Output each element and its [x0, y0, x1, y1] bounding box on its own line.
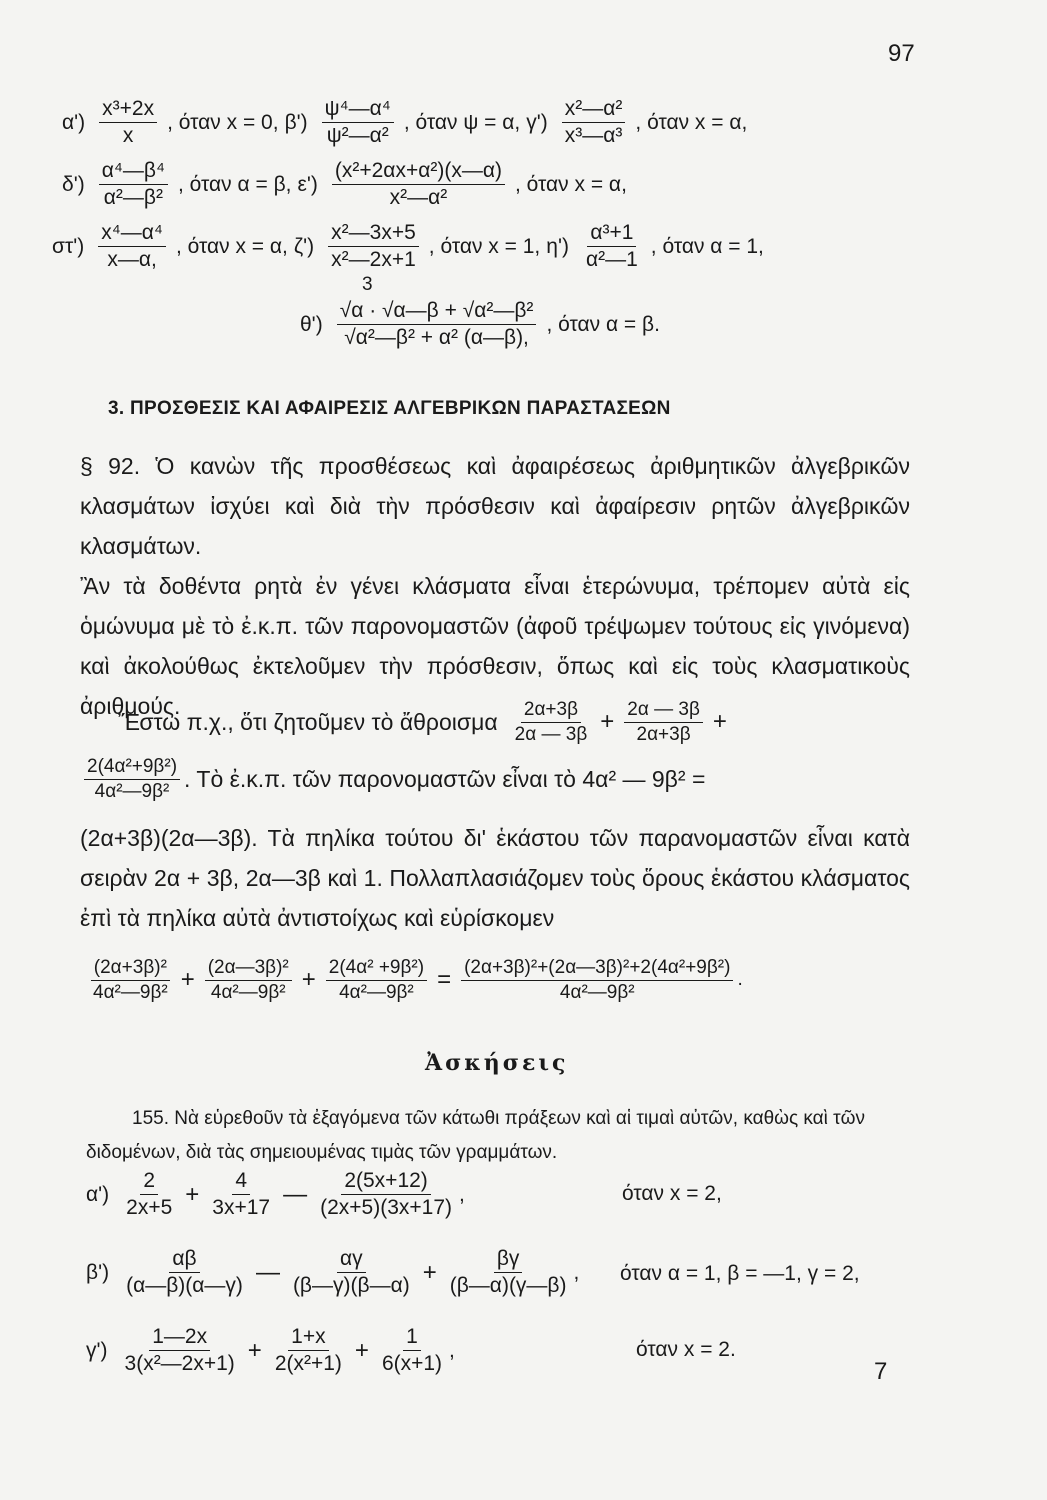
- fraction: [624, 700, 703, 745]
- denominator: 2α — 3β: [514, 723, 588, 745]
- denominator: 2(x²+1): [274, 1352, 342, 1376]
- numerator: (2α+3β)²+(2α—3β)²+2(4α²+9β²): [461, 958, 733, 981]
- numerator: 1: [403, 1326, 421, 1351]
- exercise-label: β'): [284, 110, 308, 134]
- fraction: [583, 222, 641, 271]
- fraction: [123, 1248, 246, 1297]
- plus-sign: +: [301, 966, 316, 994]
- numerator: α⁴—β⁴: [99, 160, 168, 185]
- fraction: [98, 222, 166, 271]
- denominator: 3(x²—2x+1): [124, 1352, 235, 1376]
- numerator: 2(4α² +9β²): [326, 958, 427, 981]
- exercise-label: η'): [546, 234, 569, 258]
- comma: ,: [459, 1182, 465, 1206]
- exercise-155-b: [86, 1248, 579, 1297]
- numerator: αγ: [337, 1248, 366, 1273]
- fraction: [317, 1170, 455, 1219]
- condition: , όταν x = α,: [175, 234, 288, 258]
- intro-row-3: [52, 222, 770, 271]
- numerator: βγ: [494, 1248, 523, 1273]
- paragraph-92: § 92. Ὁ κανὼν τῆς προσθέσεως καὶ ἀφαιρέσεως ἀριθμητικῶν ἀλγεβρικῶν κλασμάτων ἰσχύει καὶ διὰ τὴν πρόσθεσιν καὶ ἀφαίρεσιν ρητῶν ἀλγεβρικῶν κλασμάτων.: [80, 453, 910, 559]
- numerator: (2α—3β)²: [205, 958, 292, 981]
- fraction: [122, 1326, 238, 1375]
- denominator: 4α²—9β²: [339, 981, 414, 1003]
- footer-signature-mark: 7: [874, 1358, 888, 1385]
- example-continuation: (2α+3β)(2α—3β). Τὰ πηλίκα τούτου δι' ἑκάστου τῶν παρανομαστῶν εἶναι κατὰ σειρὰν 2α + 3β, 2α—3β καὶ 1. Πολλαπλασιάζομεν τοὺς ὅρους ἑκάστου κλάσματος ἐπὶ τὰ πηλίκα αὐτὰ ἀντιστοίχως καὶ εὑρίσκομεν: [80, 825, 910, 931]
- exercise-label: β'): [86, 1260, 110, 1284]
- exercise-label: ζ'): [293, 234, 315, 258]
- numerator: x²—3x+5: [328, 222, 419, 247]
- denominator: 6(x+1): [381, 1352, 443, 1376]
- plus-sign: +: [354, 1336, 369, 1364]
- plus-sign: +: [185, 1180, 200, 1208]
- numerator: αβ: [169, 1248, 199, 1273]
- intro-row-2: [62, 160, 633, 209]
- comma: ,: [449, 1338, 455, 1362]
- condition: , όταν x = 0,: [167, 110, 279, 134]
- paragraph-rule: Ἂν τὰ δοθέντα ρητὰ ἐν γένει κλάσματα εἶναι ἑτερώνυμα, τρέπομεν αὐτὰ εἰς ὁμώνυμα μὲ τὸ ἐ.κ.π. τῶν παρονομαστῶν (ἀφοῦ τρέψωμεν τούτους εἰς γινόμενα) καὶ ἀκολούθως ἐκτελοῦμεν τὴν πρόσθεσιν, ὅπως καὶ εἰς τοὺς κλασματικοὺς ἀριθμούς.: [80, 573, 910, 719]
- exercise-label: γ'): [526, 110, 548, 134]
- denominator: 2α+3β: [636, 723, 691, 745]
- fraction: [205, 958, 292, 1003]
- condition: , όταν x = α,: [514, 172, 627, 196]
- numerator: 2(4α²+9β²): [84, 757, 180, 780]
- fraction: [99, 160, 168, 209]
- denominator: α²—1: [585, 248, 638, 272]
- denominator: 4α²—9β²: [210, 981, 286, 1003]
- denominator: x: [122, 124, 134, 148]
- condition: , όταν α = 1,: [650, 234, 764, 258]
- numerator: 4: [232, 1170, 250, 1195]
- numerator: 2: [140, 1170, 158, 1195]
- example-intro: Ἔστω π.χ., ὅτι ζητοῦμεν τὸ ἄθροισμα: [118, 708, 498, 735]
- numerator: (x²+2αx+α²)(x—α): [332, 160, 505, 185]
- plus-sign: +: [180, 966, 195, 994]
- lcm-text: . Τὸ ἐ.κ.π. τῶν παρονομαστῶν εἶναι τὸ 4α² — 9β² =: [184, 765, 706, 792]
- example-line-2: [80, 757, 705, 802]
- fraction: [84, 757, 180, 802]
- fraction: [272, 1326, 345, 1375]
- plus-sign: +: [712, 708, 727, 736]
- fraction: [332, 160, 505, 209]
- numerator: (2α+3β)²: [91, 958, 170, 981]
- exercise-155-c: [86, 1326, 455, 1375]
- period: .: [737, 969, 743, 991]
- numerator: 2(5x+12): [341, 1170, 430, 1195]
- exercises-title: Ἀσκήσεις: [425, 1050, 569, 1076]
- denominator: ψ²—α²: [326, 124, 389, 148]
- denominator: (2x+5)(3x+17): [320, 1196, 453, 1220]
- condition: , όταν ψ = α,: [403, 110, 521, 134]
- condition: , όταν α = β,: [177, 172, 292, 196]
- result-equation: [86, 958, 743, 1003]
- condition: , όταν x = α,: [635, 110, 748, 134]
- fraction: [99, 98, 157, 147]
- minus-sign: —: [283, 1180, 308, 1208]
- condition: , όταν α = β.: [546, 312, 660, 336]
- denominator: 3x+17: [212, 1196, 271, 1220]
- denominator: (α—β)(α—γ): [126, 1274, 243, 1298]
- denominator: 2x+5: [126, 1196, 173, 1220]
- exercise-label: δ'): [62, 172, 85, 196]
- numerator: 2α+3β: [521, 700, 581, 723]
- exercise-155-a-condition: όταν x = 2,: [622, 1182, 722, 1205]
- fraction: [290, 1248, 413, 1297]
- denominator: √α²—β² + α² (α—β),: [344, 326, 529, 350]
- denominator: x—α,: [107, 248, 157, 272]
- denominator: (β—α)(γ—β): [449, 1274, 567, 1298]
- numerator: 2α — 3β: [624, 700, 703, 723]
- numerator: x²—α²: [562, 98, 626, 123]
- condition: , όταν x = 1,: [428, 234, 541, 258]
- fraction: [328, 222, 419, 271]
- intro-row-1: [62, 98, 753, 147]
- fraction: [209, 1170, 273, 1219]
- plus-sign: +: [247, 1336, 262, 1364]
- fraction: [512, 700, 591, 745]
- plus-sign: +: [600, 708, 615, 736]
- fraction: [123, 1170, 175, 1219]
- exercise-label: γ'): [86, 1338, 108, 1362]
- numerator: α³+1: [587, 222, 636, 247]
- exercise-label: α'): [62, 110, 86, 134]
- numerator: x³+2x: [99, 98, 157, 123]
- denominator: x²—2x+1: [331, 248, 416, 272]
- root-index: 3: [362, 274, 373, 295]
- minus-sign: —: [255, 1258, 280, 1286]
- exercise-label: θ'): [300, 312, 323, 336]
- intro-row-4: [300, 300, 666, 349]
- exercise-155-text: 155. Νὰ εὑρεθοῦν τὰ ἐξαγόμενα τῶν κάτωθι πράξεων καὶ αἱ τιμαὶ αὐτῶν, καθὼς καὶ τῶν διδομένων, διὰ τὰς σημειουμένας τιμὰς τῶν γραμμάτων.: [86, 1108, 866, 1163]
- fraction: [447, 1248, 570, 1297]
- fraction: [322, 98, 394, 147]
- denominator: 4α²—9β²: [93, 981, 168, 1003]
- comma: ,: [573, 1260, 580, 1284]
- denominator: (β—γ)(β—α): [292, 1274, 410, 1298]
- numerator: 1+x: [288, 1326, 328, 1351]
- exercise-155-c-condition: όταν x = 2.: [636, 1338, 736, 1361]
- fraction: [379, 1326, 445, 1375]
- plus-sign: +: [422, 1258, 437, 1286]
- page-number: 97: [888, 40, 915, 67]
- example-line-1: [118, 700, 733, 745]
- section-heading: 3. ΠΡΟΣΘΕΣΙΣ ΚΑΙ ΑΦΑΙΡΕΣΙΣ ΑΛΓΕΒΡΙΚΩΝ ΠΑΡΑΣΤΑΣΕΩΝ: [108, 398, 671, 419]
- fraction: [337, 300, 537, 349]
- fraction: [90, 958, 171, 1003]
- numerator: x⁴—α⁴: [98, 222, 166, 247]
- denominator: 4α²—9β²: [94, 780, 170, 802]
- exercise-155-a: [86, 1170, 465, 1219]
- numerator: 1—2x: [149, 1326, 210, 1351]
- fraction: [562, 98, 626, 147]
- exercise-label: ε'): [297, 172, 318, 196]
- exercise-155-b-condition: όταν α = 1, β = —1, γ = 2,: [620, 1262, 860, 1285]
- numerator: √α · √α—β + √α²—β²: [337, 300, 537, 325]
- denominator: x³—α³: [564, 124, 623, 148]
- denominator: α²—β²: [103, 186, 163, 210]
- numerator: ψ⁴—α⁴: [322, 98, 394, 123]
- denominator: 4α²—9β²: [559, 981, 635, 1003]
- exercise-label: στ'): [52, 234, 85, 258]
- fraction: [326, 958, 427, 1003]
- exercise-label: α'): [86, 1182, 110, 1206]
- denominator: x²—α²: [389, 186, 448, 210]
- equals-sign: =: [437, 966, 452, 994]
- fraction: [461, 958, 733, 1003]
